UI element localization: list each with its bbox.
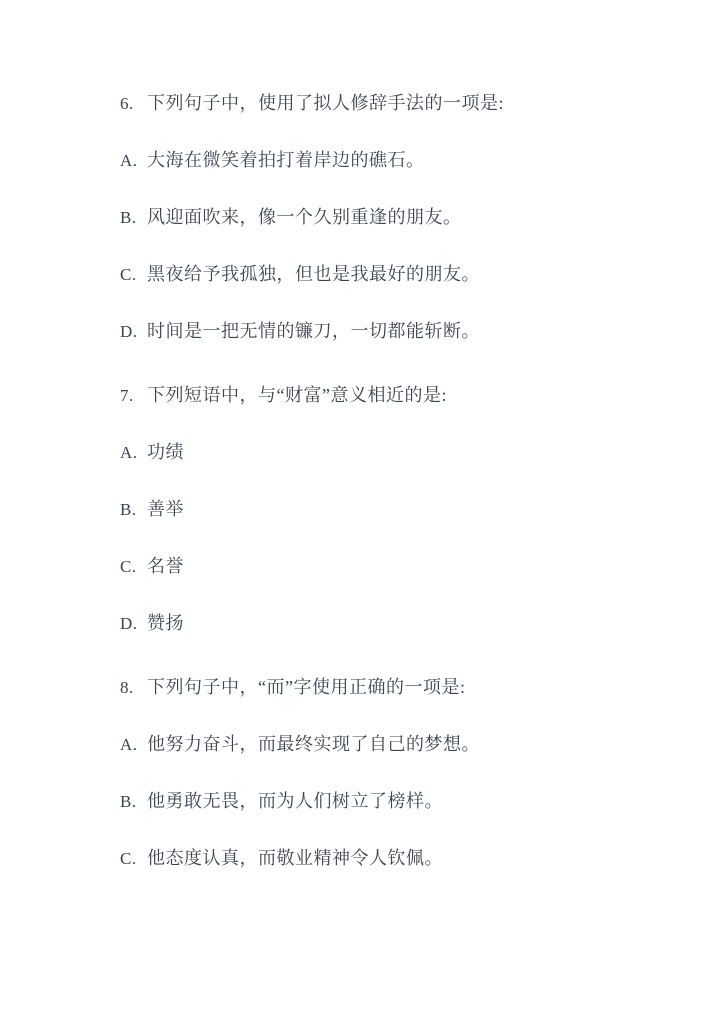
option-row-c: [120, 263, 665, 286]
option-row-b: [120, 206, 665, 229]
option-text: 风迎面吹来，像一个久别重逢的朋友。: [147, 207, 462, 227]
question-number: 7.: [120, 386, 134, 405]
option-text: 黑夜给予我孤独，但也是我最好的朋友。: [147, 264, 480, 284]
option-text: 功绩: [147, 442, 184, 462]
option-label: C.: [120, 557, 137, 576]
option-row-d: [120, 612, 665, 635]
option-text: 大海在微笑着拍打着岸边的礁石。: [147, 150, 425, 170]
option-label: B.: [120, 792, 137, 811]
option-text: 赞扬: [147, 613, 184, 633]
question-stem-row: [120, 384, 665, 407]
question-stem-row: [120, 676, 665, 699]
option-row-a: [120, 149, 665, 172]
option-label: A.: [120, 443, 138, 462]
question-number: 8.: [120, 678, 134, 697]
question-stem: 下列句子中，“而”字使用正确的一项是:: [147, 677, 466, 697]
option-text: 他态度认真，而敬业精神令人钦佩。: [147, 848, 443, 868]
option-row-b: [120, 498, 665, 521]
question-stem: 下列短语中，与“财富”意义相近的是:: [147, 385, 447, 405]
question-8: [120, 676, 665, 870]
option-text: 他努力奋斗，而最终实现了自己的梦想。: [147, 734, 480, 754]
question-7: [120, 384, 665, 635]
question-number: 6.: [120, 94, 134, 113]
option-row-c: [120, 847, 665, 870]
option-text: 善举: [147, 499, 184, 519]
option-label: B.: [120, 208, 137, 227]
option-label: A.: [120, 735, 138, 754]
question-6: [120, 92, 665, 343]
option-row-a: [120, 733, 665, 756]
option-text: 他勇敢无畏，而为人们树立了榜样。: [147, 791, 443, 811]
question-stem-row: [120, 92, 665, 115]
option-row-d: [120, 320, 665, 343]
option-row-a: [120, 441, 665, 464]
option-label: D.: [120, 614, 138, 633]
option-text: 名誉: [147, 556, 184, 576]
option-label: D.: [120, 322, 138, 341]
option-label: C.: [120, 265, 137, 284]
option-label: B.: [120, 500, 137, 519]
option-row-c: [120, 555, 665, 578]
option-text: 时间是一把无情的镰刀，一切都能斩断。: [147, 321, 480, 341]
option-label: C.: [120, 849, 137, 868]
option-row-b: [120, 790, 665, 813]
option-label: A.: [120, 151, 138, 170]
question-stem: 下列句子中，使用了拟人修辞手法的一项是:: [147, 93, 504, 113]
